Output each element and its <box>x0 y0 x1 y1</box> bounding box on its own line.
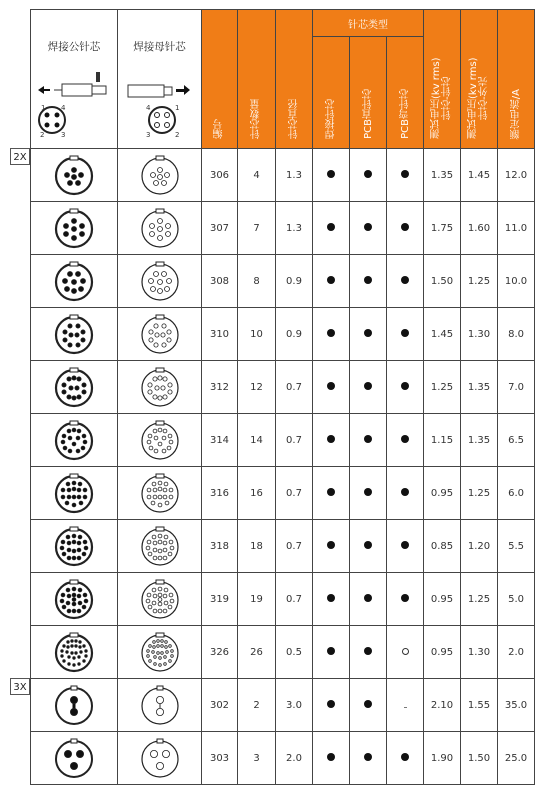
filled-dot-icon <box>327 170 335 178</box>
solder-pin-cell <box>313 679 350 732</box>
pcb-bent-cell <box>387 573 424 626</box>
svg-text:2: 2 <box>174 131 179 139</box>
test-voltage-shell-cell: 1.25 <box>461 573 498 626</box>
test-voltage-shell-cell: 1.60 <box>461 202 498 255</box>
table-row <box>31 361 535 414</box>
pin-diameter-cell: 0.7 <box>276 414 313 467</box>
female-connector-icon <box>138 736 182 780</box>
code-cell: 312 <box>202 361 238 414</box>
code-cell: 316 <box>202 467 238 520</box>
filled-dot-icon <box>401 541 409 549</box>
male-connector-icon <box>52 206 96 250</box>
filled-dot-icon <box>364 382 372 390</box>
rated-current-cell: 6.0 <box>498 467 535 520</box>
filled-dot-icon <box>327 382 335 390</box>
female-connector-cell <box>118 308 202 361</box>
female-connector-icon <box>138 524 182 568</box>
female-connector-icon <box>138 312 182 356</box>
code-cell: 310 <box>202 308 238 361</box>
male-connector-icon <box>52 736 96 780</box>
filled-dot-icon <box>364 700 372 708</box>
filled-dot-icon <box>364 647 372 655</box>
pin-count-cell: 10 <box>238 308 276 361</box>
rated-current-cell: 6.5 <box>498 414 535 467</box>
col-test-voltage-shell: 测试电压(kv rms) 针芯-外壳 <box>461 10 498 149</box>
female-connector-icon <box>138 577 182 621</box>
filled-dot-icon <box>327 223 335 231</box>
pin-count-cell: 7 <box>238 202 276 255</box>
female-pin-diagram <box>120 58 200 140</box>
filled-dot-icon <box>401 223 409 231</box>
code-cell: 302 <box>202 679 238 732</box>
pin-diameter-cell: 0.5 <box>276 626 313 679</box>
rated-current-cell: 8.0 <box>498 308 535 361</box>
pcb-bent-cell <box>387 149 424 202</box>
male-connector-icon <box>52 365 96 409</box>
filled-dot-icon <box>327 541 335 549</box>
table-row <box>31 255 535 308</box>
male-connector-icon <box>52 577 96 621</box>
table-row <box>31 732 535 785</box>
pin-diameter-cell: 3.0 <box>276 679 313 732</box>
dash-icon <box>404 707 407 708</box>
pcb-bent-cell <box>387 520 424 573</box>
test-voltage-shell-cell: 1.45 <box>461 149 498 202</box>
table-row <box>31 202 535 255</box>
col-pin-count: 针芯数量 <box>238 10 276 149</box>
test-voltage-shell-cell: 1.20 <box>461 520 498 573</box>
col-number: 编号 <box>202 10 238 149</box>
male-pin-label: 焊接公针芯 <box>47 41 101 53</box>
female-connector-icon <box>138 153 182 197</box>
filled-dot-icon <box>364 541 372 549</box>
pin-count-cell: 2 <box>238 679 276 732</box>
male-pin-diagram <box>34 58 114 140</box>
svg-text:4: 4 <box>145 104 150 112</box>
filled-dot-icon <box>401 594 409 602</box>
pcb-straight-cell <box>350 361 387 414</box>
hollow-circle-icon <box>402 648 409 655</box>
female-connector-icon <box>138 365 182 409</box>
rated-current-cell: 2.0 <box>498 626 535 679</box>
pcb-straight-cell <box>350 255 387 308</box>
table-row <box>31 414 535 467</box>
male-connector-cell <box>31 573 118 626</box>
female-connector-cell <box>118 626 202 679</box>
pcb-straight-cell <box>350 626 387 679</box>
pcb-straight-cell <box>350 202 387 255</box>
solder-pin-cell <box>313 573 350 626</box>
female-connector-icon <box>138 418 182 462</box>
svg-text:4: 4 <box>61 104 66 112</box>
test-voltage-between-cell: 1.15 <box>424 414 461 467</box>
group-tag-3x: 3X <box>10 678 30 695</box>
test-voltage-shell-cell: 1.30 <box>461 308 498 361</box>
pin-count-cell: 12 <box>238 361 276 414</box>
filled-dot-icon <box>401 382 409 390</box>
pcb-straight-cell <box>350 732 387 785</box>
pcb-straight-cell <box>350 573 387 626</box>
male-connector-cell <box>31 361 118 414</box>
filled-dot-icon <box>327 647 335 655</box>
female-pin-label: 焊接母针芯 <box>133 41 186 53</box>
test-voltage-shell-cell: 1.35 <box>461 414 498 467</box>
pcb-straight-cell <box>350 467 387 520</box>
male-connector-icon <box>52 524 96 568</box>
test-voltage-between-cell: 0.95 <box>424 573 461 626</box>
pin-diameter-cell: 0.9 <box>276 308 313 361</box>
pin-diameter-cell: 1.3 <box>276 149 313 202</box>
filled-dot-icon <box>364 170 372 178</box>
col-rated-current: 额定电流/A <box>498 10 535 149</box>
rated-current-cell: 35.0 <box>498 679 535 732</box>
male-connector-cell <box>31 255 118 308</box>
male-connector-cell <box>31 149 118 202</box>
female-pin-header <box>118 10 202 149</box>
male-connector-cell <box>31 626 118 679</box>
rated-current-cell: 5.0 <box>498 573 535 626</box>
female-connector-icon <box>138 630 182 674</box>
male-connector-cell <box>31 202 118 255</box>
code-cell: 307 <box>202 202 238 255</box>
male-connector-cell <box>31 679 118 732</box>
filled-dot-icon <box>364 276 372 284</box>
male-connector-cell <box>31 467 118 520</box>
test-voltage-shell-cell: 1.35 <box>461 361 498 414</box>
pin-count-cell: 3 <box>238 732 276 785</box>
table-row <box>31 467 535 520</box>
female-connector-icon <box>138 683 182 727</box>
pcb-bent-cell <box>387 308 424 361</box>
pcb-straight-cell <box>350 308 387 361</box>
table-row <box>31 308 535 361</box>
male-connector-cell <box>31 308 118 361</box>
test-voltage-between-cell: 1.90 <box>424 732 461 785</box>
filled-dot-icon <box>364 753 372 761</box>
rated-current-cell: 12.0 <box>498 149 535 202</box>
test-voltage-between-cell: 1.45 <box>424 308 461 361</box>
pcb-straight-cell <box>350 149 387 202</box>
pin-count-cell: 14 <box>238 414 276 467</box>
solder-pin-cell <box>313 626 350 679</box>
pcb-straight-cell <box>350 679 387 732</box>
filled-dot-icon <box>364 488 372 496</box>
female-connector-cell <box>118 361 202 414</box>
male-connector-icon <box>52 630 96 674</box>
pin-diameter-cell: 0.7 <box>276 520 313 573</box>
table-row <box>31 679 535 732</box>
pcb-bent-cell <box>387 626 424 679</box>
male-pin-header <box>31 10 118 149</box>
female-connector-cell <box>118 414 202 467</box>
female-connector-cell <box>118 467 202 520</box>
female-connector-cell <box>118 520 202 573</box>
solder-pin-cell <box>313 732 350 785</box>
table-row <box>31 149 535 202</box>
col-test-voltage-between: 测试电压(kv rms) 针芯-针芯 <box>424 10 461 149</box>
pin-count-cell: 19 <box>238 573 276 626</box>
pin-count-cell: 8 <box>238 255 276 308</box>
pin-count-cell: 4 <box>238 149 276 202</box>
code-cell: 303 <box>202 732 238 785</box>
filled-dot-icon <box>327 488 335 496</box>
col-pcb-straight: PCB直针芯 <box>350 37 387 149</box>
svg-text:1: 1 <box>174 104 179 112</box>
test-voltage-shell-cell: 1.50 <box>461 732 498 785</box>
filled-dot-icon <box>327 753 335 761</box>
filled-dot-icon <box>401 435 409 443</box>
pcb-bent-cell <box>387 255 424 308</box>
filled-dot-icon <box>401 488 409 496</box>
solder-pin-cell <box>313 202 350 255</box>
pin-count-cell: 18 <box>238 520 276 573</box>
pin-diameter-cell: 0.7 <box>276 573 313 626</box>
rated-current-cell: 25.0 <box>498 732 535 785</box>
filled-dot-icon <box>327 435 335 443</box>
table-row <box>31 626 535 679</box>
male-connector-icon <box>52 312 96 356</box>
pin-count-cell: 26 <box>238 626 276 679</box>
female-connector-cell <box>118 202 202 255</box>
test-voltage-between-cell: 2.10 <box>424 679 461 732</box>
filled-dot-icon <box>364 223 372 231</box>
pcb-bent-cell <box>387 414 424 467</box>
rated-current-cell: 5.5 <box>498 520 535 573</box>
test-voltage-shell-cell: 1.25 <box>461 255 498 308</box>
svg-text:2: 2 <box>40 131 45 139</box>
table-row <box>31 520 535 573</box>
pcb-straight-cell <box>350 414 387 467</box>
rated-current-cell: 11.0 <box>498 202 535 255</box>
code-cell: 318 <box>202 520 238 573</box>
col-pin-diameter: 针芯直径 <box>276 10 313 149</box>
filled-dot-icon <box>327 329 335 337</box>
code-cell: 306 <box>202 149 238 202</box>
pcb-bent-cell <box>387 679 424 732</box>
male-connector-icon <box>52 683 96 727</box>
code-cell: 314 <box>202 414 238 467</box>
female-connector-cell <box>118 255 202 308</box>
code-cell: 308 <box>202 255 238 308</box>
male-connector-icon <box>52 418 96 462</box>
test-voltage-between-cell: 0.95 <box>424 467 461 520</box>
solder-pin-cell <box>313 149 350 202</box>
connector-spec-table <box>30 9 535 785</box>
test-voltage-shell-cell: 1.25 <box>461 467 498 520</box>
male-connector-icon <box>52 471 96 515</box>
filled-dot-icon <box>327 700 335 708</box>
col-pcb-bent: PCB弯针芯 <box>387 37 424 149</box>
rated-current-cell: 10.0 <box>498 255 535 308</box>
test-voltage-between-cell: 1.35 <box>424 149 461 202</box>
male-connector-cell <box>31 414 118 467</box>
female-connector-icon <box>138 471 182 515</box>
female-connector-icon <box>138 259 182 303</box>
test-voltage-between-cell: 1.50 <box>424 255 461 308</box>
pin-diameter-cell: 1.3 <box>276 202 313 255</box>
group-tag-2x: 2X <box>10 148 30 165</box>
test-voltage-shell-cell: 1.55 <box>461 679 498 732</box>
pcb-bent-cell <box>387 732 424 785</box>
pin-diameter-cell: 0.7 <box>276 361 313 414</box>
test-voltage-between-cell: 0.95 <box>424 626 461 679</box>
pcb-bent-cell <box>387 467 424 520</box>
code-cell: 326 <box>202 626 238 679</box>
female-connector-cell <box>118 732 202 785</box>
pin-type-group: 针芯类型 <box>313 10 424 37</box>
filled-dot-icon <box>401 329 409 337</box>
pcb-bent-cell <box>387 202 424 255</box>
solder-pin-cell <box>313 361 350 414</box>
pin-diameter-cell: 2.0 <box>276 732 313 785</box>
test-voltage-between-cell: 1.25 <box>424 361 461 414</box>
pin-diameter-cell: 0.9 <box>276 255 313 308</box>
test-voltage-between-cell: 1.75 <box>424 202 461 255</box>
test-voltage-between-cell: 0.85 <box>424 520 461 573</box>
male-connector-icon <box>52 153 96 197</box>
solder-pin-cell <box>313 255 350 308</box>
female-connector-icon <box>138 206 182 250</box>
filled-dot-icon <box>327 276 335 284</box>
filled-dot-icon <box>401 276 409 284</box>
pin-count-cell: 16 <box>238 467 276 520</box>
code-cell: 319 <box>202 573 238 626</box>
table-row <box>31 573 535 626</box>
filled-dot-icon <box>327 594 335 602</box>
pcb-straight-cell <box>350 520 387 573</box>
male-connector-icon <box>52 259 96 303</box>
filled-dot-icon <box>364 435 372 443</box>
solder-pin-cell <box>313 308 350 361</box>
solder-pin-cell <box>313 467 350 520</box>
filled-dot-icon <box>401 170 409 178</box>
rated-current-cell: 7.0 <box>498 361 535 414</box>
female-connector-cell <box>118 679 202 732</box>
test-voltage-shell-cell: 1.30 <box>461 626 498 679</box>
filled-dot-icon <box>364 594 372 602</box>
solder-pin-cell <box>313 414 350 467</box>
solder-pin-cell <box>313 520 350 573</box>
filled-dot-icon <box>401 753 409 761</box>
pin-diameter-cell: 0.7 <box>276 467 313 520</box>
svg-text:1: 1 <box>41 104 46 112</box>
filled-dot-icon <box>364 329 372 337</box>
male-connector-cell <box>31 732 118 785</box>
female-connector-cell <box>118 573 202 626</box>
col-solder-pin: 焊接针芯 <box>313 37 350 149</box>
male-connector-cell <box>31 520 118 573</box>
pcb-bent-cell <box>387 361 424 414</box>
svg-text:3: 3 <box>61 131 66 139</box>
female-connector-cell <box>118 149 202 202</box>
svg-text:3: 3 <box>145 131 150 139</box>
